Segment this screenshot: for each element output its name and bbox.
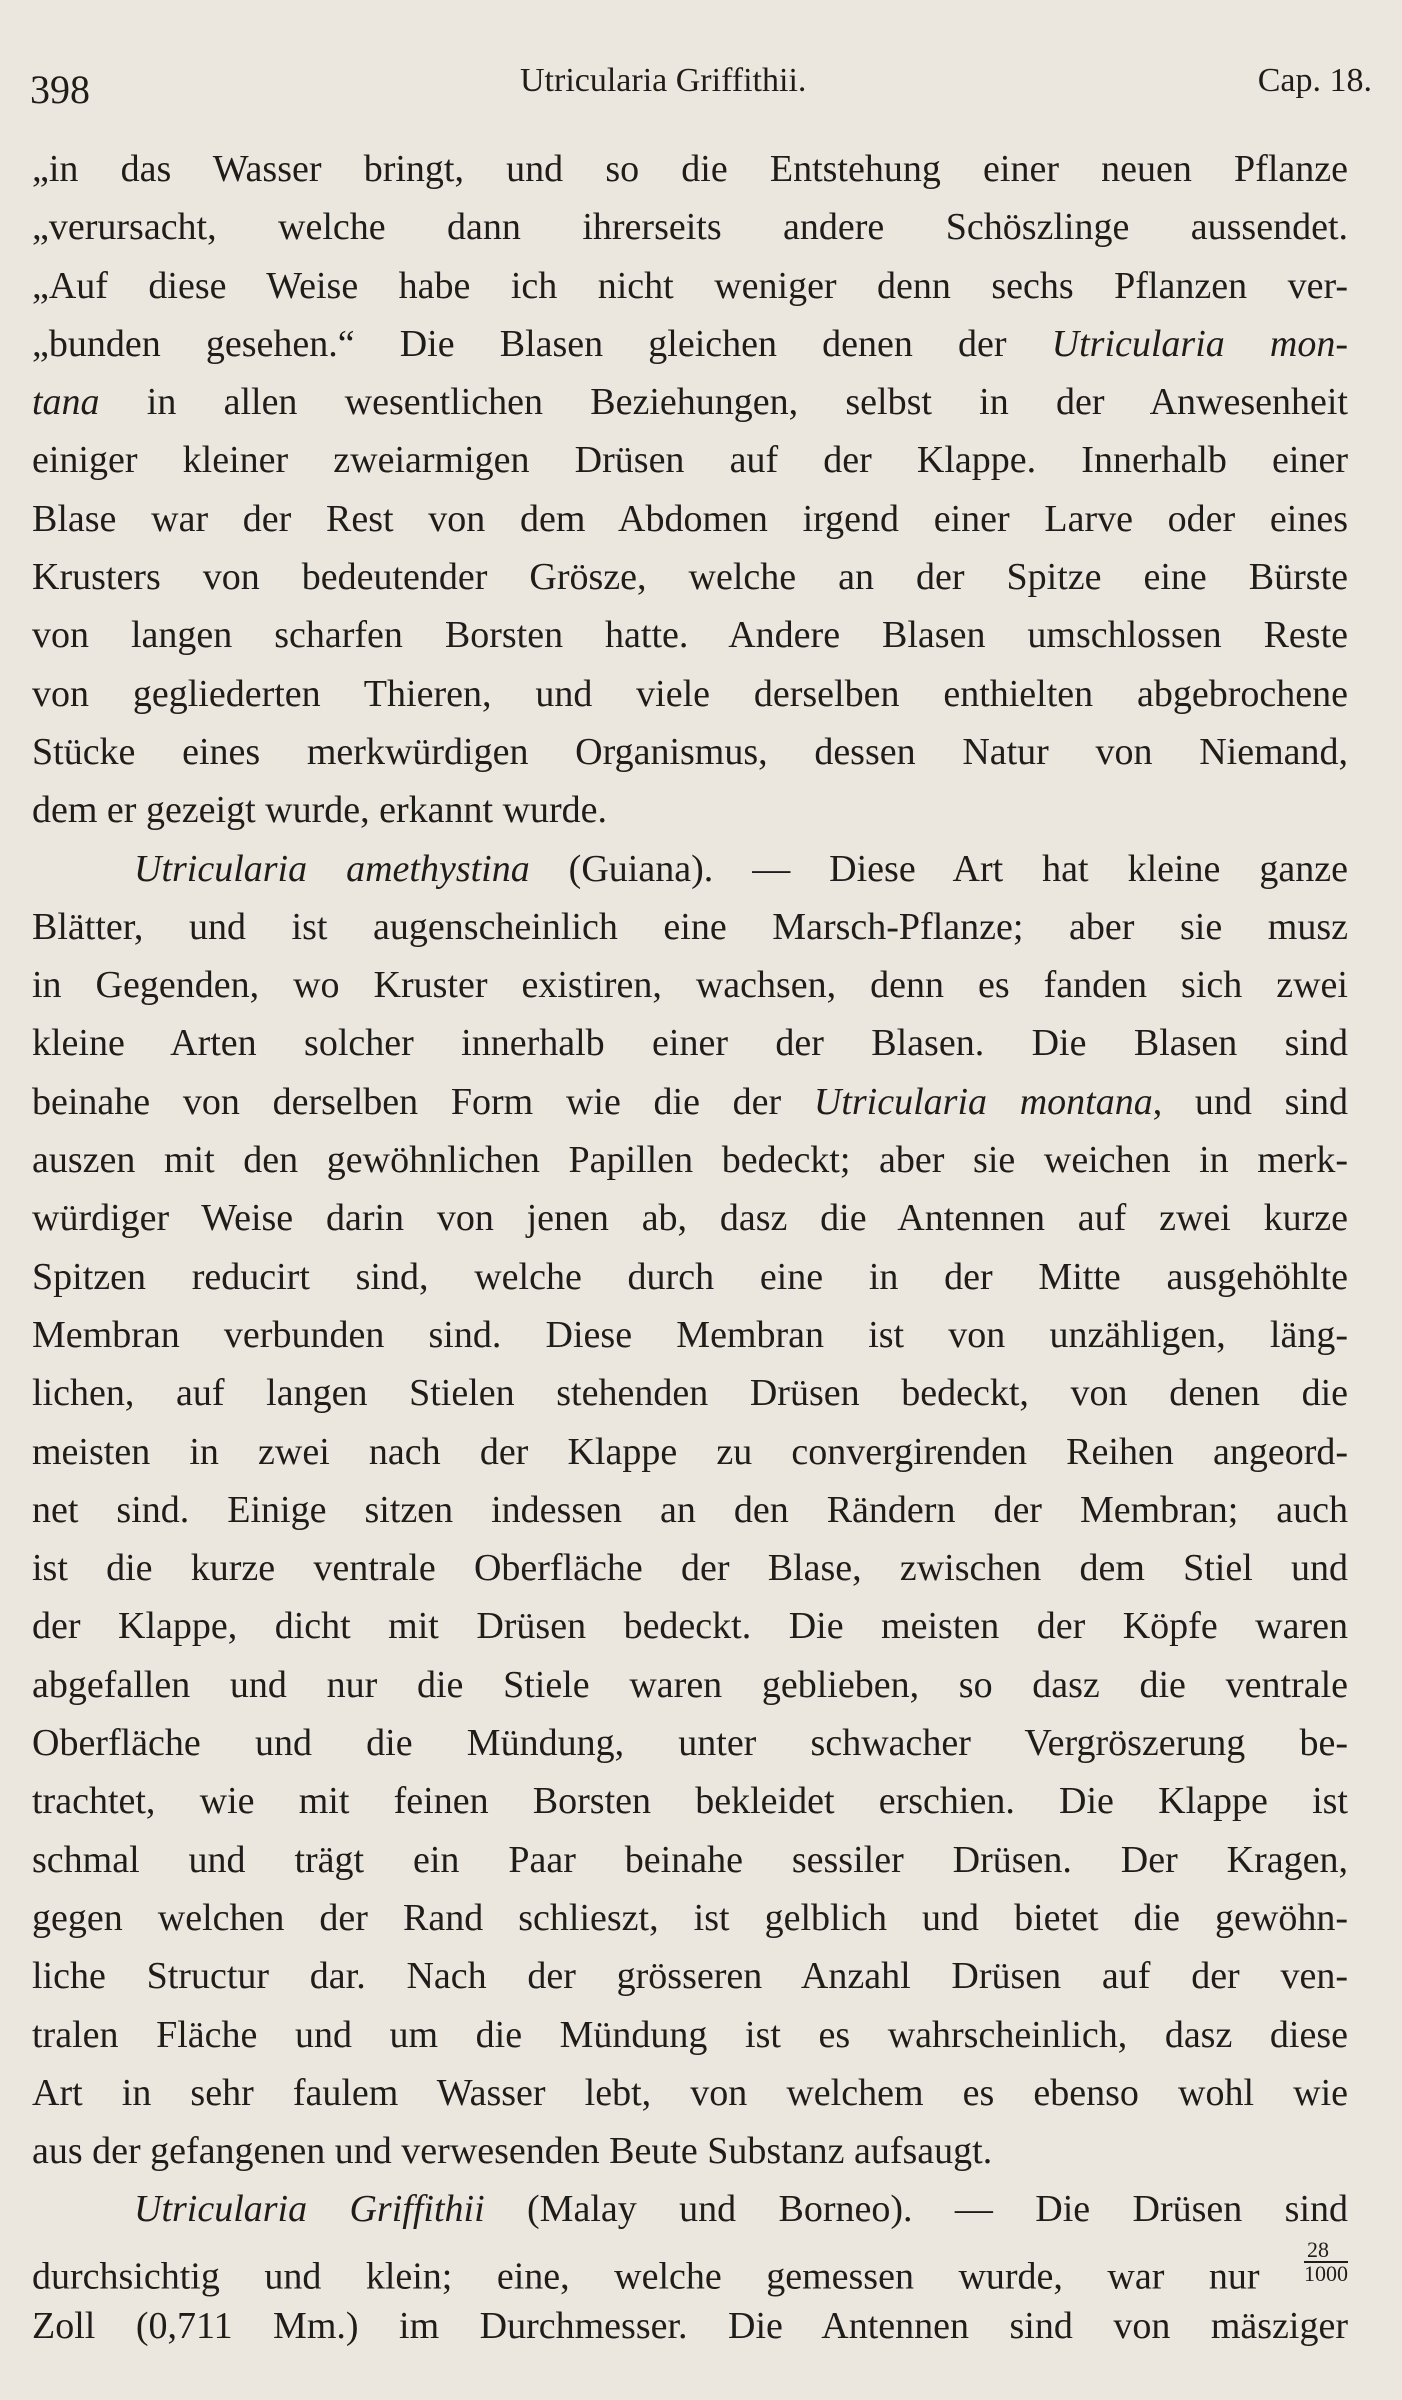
text-run: von langen scharfen Borsten hatte. Andere Blasen umschlossen Reste <box>32 614 1348 657</box>
italic-term: Utricularia amethystina <box>134 847 530 890</box>
text-line <box>32 2122 1348 2180</box>
italic-term: tana <box>32 381 100 424</box>
text-line <box>32 1364 1348 1422</box>
text-line <box>32 2006 1348 2064</box>
text-line <box>32 2297 1348 2355</box>
text-run: Blätter, und ist augenscheinlich eine Marsch-Pflanze; aber sie musz <box>32 905 1348 948</box>
text-line <box>32 840 1348 898</box>
text-line <box>32 606 1348 664</box>
text-line <box>32 315 1348 373</box>
text-line <box>32 2064 1348 2122</box>
fraction-numerator: 28 <box>1304 2239 1348 2263</box>
text-run: aus der gefangenen und verwesenden Beute Substanz aufsaugt. <box>32 2130 993 2173</box>
fraction <box>1304 2236 1348 2286</box>
text-line <box>32 490 1348 548</box>
text-line <box>32 1831 1348 1889</box>
text-run: in Gegenden, wo Kruster existiren, wachsen, denn es fanden sich zwei <box>32 964 1348 1007</box>
text-line <box>32 1539 1348 1597</box>
text-run: „Auf diese Weise habe ich nicht weniger denn sechs Pflanzen ver- <box>32 264 1348 307</box>
text-line <box>32 665 1348 723</box>
text-line <box>32 548 1348 606</box>
italic-term: Utricularia mon- <box>1051 322 1348 365</box>
text-run: tralen Fläche und um die Mündung ist es wahrscheinlich, dasz diese <box>32 2013 1348 2056</box>
text-line <box>32 781 1348 839</box>
text-run: würdiger Weise darin von jenen ab, dasz die Antennen auf zwei kurze <box>32 1197 1348 1240</box>
text-run: Art in sehr faulem Wasser lebt, von welchem es ebenso wohl wie <box>32 2071 1348 2114</box>
text-run: gegen welchen der Rand schlieszt, ist gelblich und bietet die gewöhn- <box>32 1896 1348 1939</box>
text-run: Stücke eines merkwürdigen Organismus, dessen Natur von Niemand, <box>32 730 1348 773</box>
text-run: meisten in zwei nach der Klappe zu convergirenden Reihen angeord- <box>32 1430 1348 1473</box>
text-run: beinahe von derselben Form wie die der <box>32 1080 814 1123</box>
page-number: 398 <box>30 67 90 112</box>
italic-term: Utricularia Griffithii <box>134 2188 485 2231</box>
text-run: „bunden gesehen.“ Die Blasen gleichen denen der <box>32 322 1052 365</box>
body-text <box>32 140 1348 2355</box>
text-line <box>32 1248 1348 1306</box>
text-line <box>32 1656 1348 1714</box>
text-run: Blase war der Rest von dem Abdomen irgend einer Larve oder eines <box>32 497 1348 540</box>
text-run: „verursacht, welche dann ihrerseits andere Schöszlinge aussendet. <box>32 206 1348 249</box>
text-run: abgefallen und nur die Stiele waren geblieben, so dasz die ventrale <box>32 1663 1348 1706</box>
text-run: , und sind <box>1152 1080 1348 1123</box>
text-line <box>32 1306 1348 1364</box>
text-line <box>32 431 1348 489</box>
text-line <box>32 2236 1348 2298</box>
text-run: Spitzen reducirt sind, welche durch eine in der Mitte ausgehöhlte <box>32 1255 1348 1298</box>
text-run: durchsichtig und klein; eine, welche gemessen wurde, war nur <box>32 2255 1304 2298</box>
text-line <box>32 898 1348 956</box>
text-line <box>32 373 1348 431</box>
text-run: Krusters von bedeutender Grösze, welche an der Spitze eine Bürste <box>32 556 1348 599</box>
text-run: (Guiana). — Diese Art hat kleine ganze <box>529 847 1348 890</box>
text-run: auszen mit den gewöhnlichen Papillen bedeckt; aber sie weichen in merk- <box>32 1139 1348 1182</box>
text-run: in allen wesentlichen Beziehungen, selbst in der Anwesenheit <box>99 381 1348 424</box>
text-run: der Klappe, dicht mit Drüsen bedeckt. Die meisten der Köpfe waren <box>32 1605 1348 1648</box>
text-line <box>32 723 1348 781</box>
text-run: trachtet, wie mit feinen Borsten bekleidet erschien. Die Klappe ist <box>32 1780 1348 1823</box>
text-run: von gegliederten Thieren, und viele derselben enthielten abgebrochene <box>32 672 1348 715</box>
page-header <box>30 56 1372 116</box>
text-line <box>32 1481 1348 1539</box>
text-line <box>32 956 1348 1014</box>
text-line <box>32 2180 1348 2238</box>
text-line <box>32 1714 1348 1772</box>
text-run: liche Structur dar. Nach der grösseren Anzahl Drüsen auf der ven- <box>32 1955 1348 1998</box>
text-line <box>32 140 1348 198</box>
text-run: „in das Wasser bringt, und so die Entstehung einer neuen Pflanze <box>32 148 1348 190</box>
text-line <box>32 1772 1348 1830</box>
text-run: einiger kleiner zweiarmigen Drüsen auf der Klappe. Innerhalb einer <box>32 439 1348 482</box>
italic-term: Utricularia montana <box>813 1080 1153 1123</box>
text-run: dem er gezeigt wurde, erkannt wurde. <box>32 789 608 832</box>
text-run: lichen, auf langen Stielen stehenden Drüsen bedeckt, von denen die <box>32 1372 1348 1415</box>
text-line <box>32 1947 1348 2005</box>
text-line <box>32 1189 1348 1247</box>
text-run: (Malay und Borneo). — Die Drüsen sind <box>484 2188 1349 2231</box>
text-line <box>32 198 1348 256</box>
text-line <box>32 1423 1348 1481</box>
text-run: Zoll (0,711 Mm.) im Durchmesser. Die Antennen sind von mäsziger <box>32 2304 1348 2347</box>
running-title: Utricularia Griffithii. <box>520 62 807 99</box>
text-run: ist die kurze ventrale Oberfläche der Blase, zwischen dem Stiel und <box>32 1547 1348 1590</box>
text-line <box>32 1073 1348 1131</box>
text-line <box>32 257 1348 315</box>
text-run: net sind. Einige sitzen indessen an den Rändern der Membran; auch <box>32 1488 1348 1531</box>
chapter-label: Cap. 18. <box>1257 62 1372 99</box>
text-line <box>32 1597 1348 1655</box>
text-line <box>32 1889 1348 1947</box>
text-run: schmal und trägt ein Paar beinahe sessiler Drüsen. Der Kragen, <box>32 1838 1348 1881</box>
text-line <box>32 1131 1348 1189</box>
text-run: Oberfläche und die Mündung, unter schwacher Vergröszerung be- <box>32 1722 1348 1765</box>
text-line <box>32 1014 1348 1072</box>
text-run: kleine Arten solcher innerhalb einer der Blasen. Die Blasen sind <box>32 1022 1348 1065</box>
text-run: Membran verbunden sind. Diese Membran ist von unzähligen, läng- <box>32 1313 1348 1356</box>
fraction-denominator: 1000 <box>1304 2260 1348 2286</box>
